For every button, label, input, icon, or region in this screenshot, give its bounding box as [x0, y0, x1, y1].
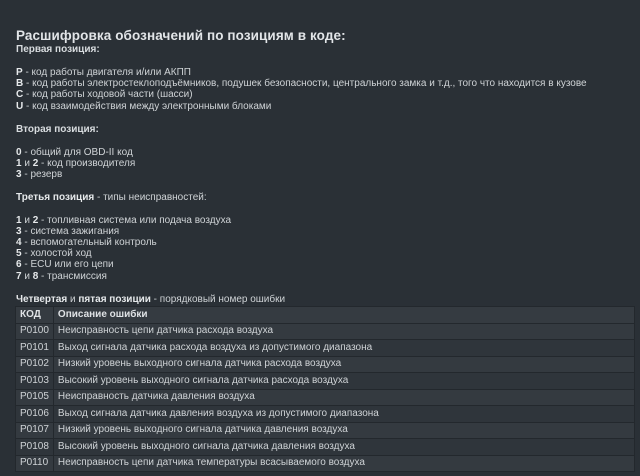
description-cell: Неисправность цепи датчика расхода воздуха — [53, 323, 634, 340]
code-cell: P0107 — [16, 422, 54, 439]
code-cell: P0103 — [16, 373, 54, 390]
list-item: 1 и 2 - код производителя — [16, 158, 136, 170]
table-row — [16, 422, 635, 439]
column-header-description: Описание ошибки — [53, 307, 634, 324]
list-item: 1 и 2 - топливная система или подача воздуха — [16, 214, 232, 226]
table-row — [16, 389, 635, 406]
table-row — [16, 406, 635, 423]
code-cell: P0108 — [16, 439, 54, 456]
table-row — [16, 356, 635, 373]
table-row — [16, 323, 635, 340]
list-item: P - код работы двигателя и/или АКПП — [16, 67, 191, 78]
description-cell: Низкий уровень выходного сигнала датчика давления воздуха — [53, 422, 634, 439]
description-cell: Неисправность цепи датчика температуры всасываемого воздуха — [53, 455, 634, 472]
error-codes-table — [15, 306, 635, 472]
column-header-code: КОД — [16, 307, 54, 324]
table-row — [16, 439, 635, 456]
description-cell: Высокий уровень выходного сигнала датчика давления воздуха — [53, 439, 634, 456]
list-item: 3 - система зажигания — [16, 225, 120, 237]
list-item: U - код взаимодействия между электронными блоками — [16, 100, 272, 112]
description-cell: Выход сигнала датчика расхода воздуха из допустимого диапазона — [53, 340, 634, 357]
first-position-list — [16, 67, 636, 112]
table-header-row — [16, 307, 635, 324]
third-position-list — [16, 215, 636, 282]
article-content — [16, 28, 636, 305]
second-position-title: Вторая позиция: — [16, 123, 99, 135]
code-cell: P0100 — [16, 323, 54, 340]
page-title: Расшифровка обозначений по позициям в коде: — [16, 28, 346, 43]
table-row — [16, 455, 635, 472]
code-cell: P0105 — [16, 389, 54, 406]
third-position-title: Третья позиция - типы неисправностей: — [16, 192, 207, 204]
list-item: B - код работы электростеклоподъёмников, подушек безопасности, центрального замка и т.д., того что находится в кузове — [16, 78, 587, 90]
code-cell: P0110 — [16, 455, 54, 472]
code-cell: P0102 — [16, 356, 54, 373]
first-position-title: Первая позиция: — [16, 44, 100, 55]
table-row — [16, 373, 635, 390]
list-item: 7 и 8 - трансмиссия — [16, 270, 107, 282]
list-item: C - код работы ходовой части (шасси) — [16, 89, 193, 101]
list-item: 5 - холостой ход — [16, 248, 92, 260]
description-cell: Выход сигнала датчика давления воздуха из допустимого диапазона — [53, 406, 634, 423]
list-item: 3 - резерв — [16, 169, 63, 181]
table-row — [16, 340, 635, 357]
code-cell: P0101 — [16, 340, 54, 357]
second-position-list — [16, 147, 636, 181]
code-cell: P0106 — [16, 406, 54, 423]
fourth-fifth-position-title: Четвертая и пятая позиции - порядковый номер ошибки — [16, 293, 286, 305]
description-cell: Низкий уровень выходного сигнала датчика расхода воздуха — [53, 356, 634, 373]
list-item: 0 - общий для OBD-II код — [16, 146, 133, 158]
list-item: 6 - ECU или его цепи — [16, 259, 114, 271]
list-item: 4 - вспомогательный контроль — [16, 237, 157, 249]
description-cell: Высокий уровень выходного сигнала датчика расхода воздуха — [53, 373, 634, 390]
description-cell: Неисправность датчика давления воздуха — [53, 389, 634, 406]
